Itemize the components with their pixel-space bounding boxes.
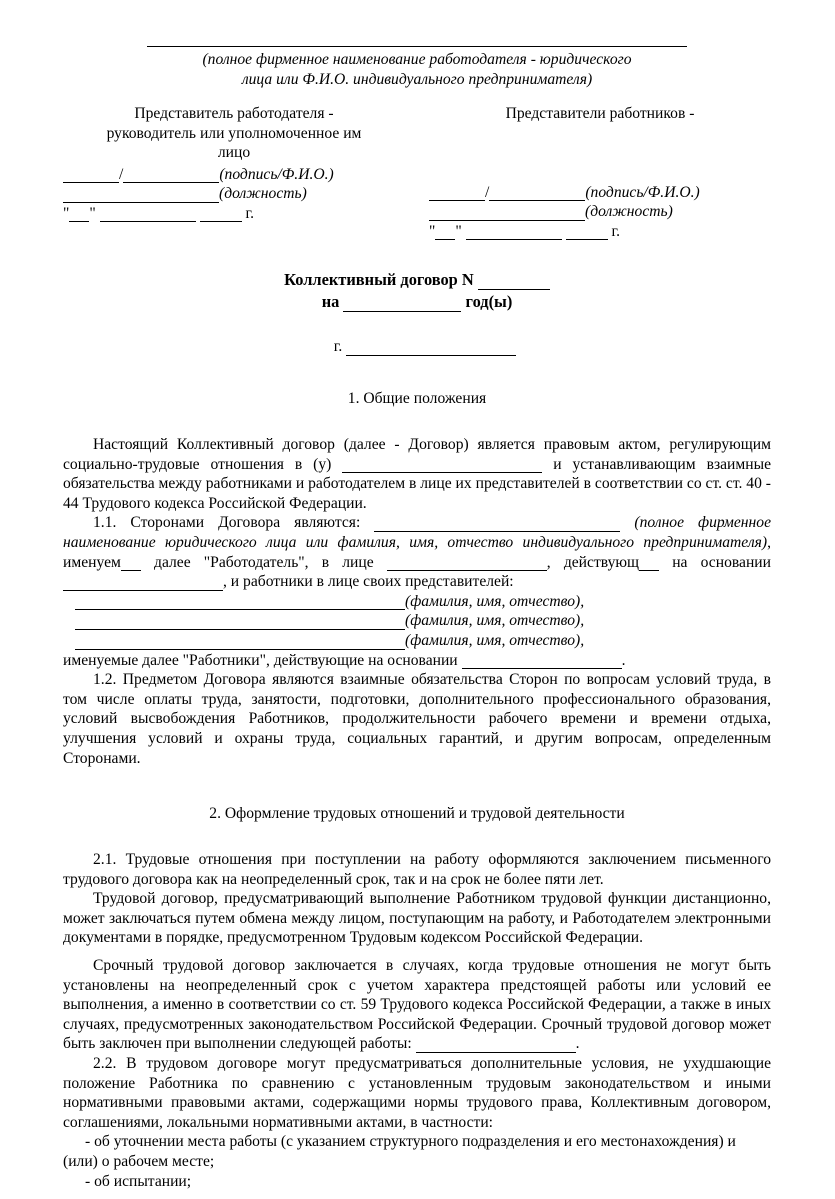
employer-rep-heading-line-3: лицо — [217, 144, 251, 161]
workers-date-quote-open: " — [429, 222, 436, 240]
employer-rep-heading-line-1: Представитель работодателя - — [134, 105, 334, 122]
worker-name-caption-2: (фамилия, имя, отчество), — [405, 612, 585, 630]
worker-name-fill-1[interactable] — [75, 595, 405, 610]
paragraph-intro — [63, 435, 771, 513]
employer-date-quote-close: " — [89, 204, 96, 222]
workers-date-line — [429, 222, 771, 242]
p11-text-e: на основании — [659, 553, 771, 571]
signature-column-workers — [417, 104, 771, 241]
document-title — [63, 269, 771, 313]
worker-name-caption-3: (фамилия, имя, отчество), — [405, 631, 585, 649]
workers-position-caption: (должность) — [585, 203, 673, 220]
paragraph-1-1 — [63, 513, 771, 591]
contract-years-fill[interactable] — [343, 297, 461, 312]
p11-text-b: , именуем — [63, 533, 771, 571]
title-year-suffix: год(ы) — [465, 292, 513, 311]
section-1-heading: 1. Общие положения — [347, 390, 487, 407]
employer-date-year-fill[interactable] — [200, 207, 242, 222]
workers-position-line — [429, 202, 771, 222]
bullet-item-1: - об уточнении места работы (с указанием структурного подразделения и его местонахождения) и (или) о рабочем месте; — [63, 1133, 736, 1170]
contract-number-fill[interactable] — [478, 275, 550, 290]
employer-name-rule — [147, 46, 687, 47]
title-line-1 — [63, 269, 771, 291]
workers-basis-fill[interactable] — [462, 654, 622, 669]
workers-rep-heading — [429, 104, 771, 124]
bullet-item-2: - об испытании; — [85, 1172, 192, 1190]
employer-signature-caption: (подпись/Ф.И.О.) — [219, 165, 334, 183]
city-fill[interactable] — [346, 341, 516, 356]
employer-signature-fill[interactable] — [63, 168, 119, 183]
workers-basis-prefix: именуемые далее "Работники", действующие на основании — [63, 651, 462, 669]
section-2-heading: 2. Оформление трудовых отношений и трудовой деятельности — [209, 805, 625, 823]
title-prefix: Коллективный договор N — [284, 270, 474, 289]
document-city-line — [63, 337, 771, 357]
workers-date-quote-close: " — [455, 222, 462, 240]
workers-date-year-fill[interactable] — [566, 225, 608, 240]
worker-name-fill-3[interactable] — [75, 635, 405, 650]
slash-separator: / — [119, 165, 124, 183]
workers-date-suffix: г. — [611, 222, 621, 240]
document-sheet — [63, 0, 771, 1191]
p11-text-d: , действующ — [546, 553, 640, 571]
employer-name-caption — [137, 50, 697, 90]
header-block — [63, 0, 771, 90]
employer-caption-line-2: лица или Ф.И.О. индивидуального предпринимателя) — [241, 71, 593, 88]
p11-text-c: далее "Работодатель", в лице — [140, 553, 387, 571]
worker-name-row-3 — [63, 631, 771, 651]
worker-name-row-2 — [63, 611, 771, 631]
employer-basis-fill[interactable] — [63, 576, 223, 591]
employer-signature-line — [63, 165, 405, 185]
worker-name-fill-2[interactable] — [75, 615, 405, 630]
intro-text-a: Настоящий Коллективный договор (далее - Договор) является правовым актом, регулирующим социально-трудовые отношения в (у) — [63, 436, 771, 473]
employer-date-line — [63, 204, 405, 224]
workers-position-fill[interactable] — [429, 206, 585, 221]
employer-rep-heading — [63, 104, 405, 163]
signature-block — [63, 104, 771, 241]
paragraph-1-2: 1.2. Предметом Договора являются взаимные обязательства Сторон по вопросам условий труда, в том числе оплаты труда, занятости, подготовки, дополнительного профессионального образования, условий высвобождения Работников, продолжительности рабочего времени и времени отдыха, улучшения условий и охраны труда, социальных гарантий, и другим вопросам, определенным Сторонами. — [63, 671, 771, 767]
paragraph-2-1-fixed-term — [63, 956, 771, 1054]
employer-position-caption: (должность) — [219, 185, 307, 202]
employer-date-suffix: г. — [245, 204, 255, 222]
p11-text-f: , и работники в лице своих представителей: — [223, 573, 514, 591]
workers-basis-suffix: . — [621, 651, 626, 669]
party-name-fill[interactable] — [374, 517, 620, 532]
employer-date-month-fill[interactable] — [100, 207, 196, 222]
worker-name-row-1 — [63, 592, 771, 612]
workers-name-fill[interactable] — [489, 186, 585, 201]
employer-name-fill[interactable] — [123, 168, 219, 183]
workers-signature-fill[interactable] — [429, 186, 485, 201]
signature-column-employer — [63, 104, 417, 241]
p11-text-a: 1.1. Сторонами Договора являются: — [93, 514, 375, 532]
p11-caption-entity: (полное фирменное наименование юридического лица или фамилия, имя, отчество индивидуального предпринимателя) — [63, 514, 771, 551]
title-year-prefix: на — [321, 292, 340, 311]
employer-rep-heading-line-2: руководитель или уполномоченное им — [106, 124, 362, 142]
workers-signature-caption: (подпись/Ф.И.О.) — [585, 183, 700, 201]
employer-suffix-fill-1[interactable] — [121, 556, 141, 571]
employer-person-fill[interactable] — [387, 556, 547, 571]
employer-suffix-fill-2[interactable] — [639, 556, 659, 571]
workers-rep-heading-line-1: Представители работников - — [505, 105, 695, 122]
paragraph-2-1-remote: Трудовой договор, предусматривающий выполнение Работником трудовой функции дистанционно, может заключаться путем обмена между лицом, поступающим на работу, и Работодателем электронными документами в порядке, предусмотренном Трудовым кодексом Российской Федерации. — [63, 890, 771, 947]
fixed-term-prefix: Срочный трудовой договор заключается в случаях, когда трудовые отношения не могут быть установлены на неопределенный срок с учетом характера предстоящей работы или условий ее выполнения, а именно в соответствии со ст. 59 Трудового кодекса Российской Федерации, а также в иных случаях, предусмотренных законодательством Российской Федерации. Срочный трудовой договор может быть заключен при выполнении следующей работы: — [63, 957, 771, 1053]
workers-date-month-fill[interactable] — [466, 225, 562, 240]
fixed-term-suffix: . — [575, 1035, 580, 1053]
employer-date-quote-open: " — [63, 204, 70, 222]
employer-caption-line-1: (полное фирменное наименование работодателя - юридического — [202, 51, 632, 68]
paragraph-2-2: 2.2. В трудовом договоре могут предусматриваться дополнительные условия, не ухудшающие положение Работника по сравнению с установленным трудовым законодательством и иными нормативными правовыми актами, содержащими нормы трудового права, Коллективным договором, соглашениями, локальными нормативными актами, в частности: — [63, 1055, 771, 1131]
employer-date-day-fill[interactable] — [69, 207, 89, 222]
title-line-2 — [63, 291, 771, 313]
employer-position-fill[interactable] — [63, 188, 219, 203]
paragraph-workers-basis — [63, 651, 771, 671]
fixed-term-work-fill[interactable] — [416, 1038, 576, 1053]
employer-position-line — [63, 184, 405, 204]
workers-date-day-fill[interactable] — [435, 225, 455, 240]
intro-text-b: и устанавливающим взаимные обязательства между работниками и работодателем в лице их представителей в соответствии со ст. ст. 40 - 44 Трудового кодекса Российской Федерации. — [63, 455, 771, 512]
slash-separator-workers: / — [485, 183, 490, 201]
organization-fill[interactable] — [342, 458, 542, 473]
city-prefix: г. — [333, 338, 343, 355]
worker-name-caption-1: (фамилия, имя, отчество), — [405, 592, 585, 610]
workers-signature-line — [429, 183, 771, 203]
paragraph-2-1: 2.1. Трудовые отношения при поступлении на работу оформляются заключением письменного трудового договора как на неопределенный срок, так и на срок не более пяти лет. — [63, 851, 771, 888]
